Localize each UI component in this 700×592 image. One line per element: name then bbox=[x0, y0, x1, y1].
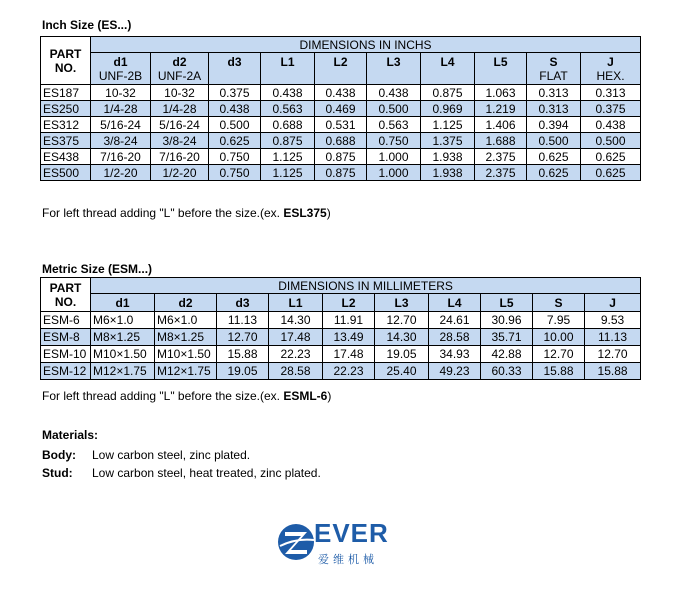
value-cell: 35.71 bbox=[481, 329, 533, 346]
inch-col-sub bbox=[367, 69, 420, 83]
value-cell: 1.125 bbox=[261, 149, 315, 165]
inch-col-header-l5 bbox=[475, 53, 527, 85]
materials-section bbox=[42, 428, 321, 482]
value-cell: 0.875 bbox=[315, 149, 367, 165]
value-cell: 10.00 bbox=[533, 329, 585, 346]
table-row bbox=[41, 312, 641, 329]
value-cell: 7/16-20 bbox=[91, 149, 151, 165]
value-cell: 0.688 bbox=[315, 133, 367, 149]
value-cell: 0.625 bbox=[209, 133, 261, 149]
part-number-cell: ESM-6 bbox=[41, 312, 91, 329]
part-number-cell: ES375 bbox=[41, 133, 91, 149]
inch-col-header-s bbox=[527, 53, 581, 85]
value-cell: 15.88 bbox=[217, 346, 269, 363]
value-cell: 0.625 bbox=[527, 149, 581, 165]
metric-col-header-l5 bbox=[481, 294, 533, 312]
table-row bbox=[41, 165, 641, 181]
value-cell: 5/16-24 bbox=[151, 117, 209, 133]
inch-col-sub: UNF-2B bbox=[98, 68, 143, 83]
value-cell: 0.625 bbox=[527, 165, 581, 181]
inch-col-sub: HEX. bbox=[596, 68, 625, 83]
inch-col-header-d1 bbox=[91, 53, 151, 85]
value-cell: 13.49 bbox=[323, 329, 375, 346]
value-cell: 0.500 bbox=[527, 133, 581, 149]
metric-col-name: S bbox=[554, 295, 563, 310]
value-cell: 0.438 bbox=[209, 101, 261, 117]
value-cell: M10×1.50 bbox=[155, 346, 217, 363]
value-cell: 1.219 bbox=[475, 101, 527, 117]
value-cell: 0.750 bbox=[367, 133, 421, 149]
value-cell: 0.500 bbox=[581, 133, 641, 149]
value-cell: 0.438 bbox=[367, 85, 421, 101]
value-cell: M6×1.0 bbox=[155, 312, 217, 329]
inch-col-sub bbox=[475, 69, 526, 83]
inch-col-name: d2 bbox=[172, 54, 187, 69]
value-cell: 12.70 bbox=[217, 329, 269, 346]
value-cell: 0.313 bbox=[527, 85, 581, 101]
value-cell: 0.625 bbox=[581, 165, 641, 181]
part-number-cell: ESM-12 bbox=[41, 363, 91, 380]
value-cell: 1.938 bbox=[421, 165, 475, 181]
inch-col-header-d3 bbox=[209, 53, 261, 85]
value-cell: M6×1.0 bbox=[91, 312, 155, 329]
inch-col-name: L3 bbox=[386, 54, 401, 69]
metric-col-header-d2 bbox=[155, 294, 217, 312]
materials-body-value: Low carbon steel, zinc plated. bbox=[92, 448, 251, 462]
inch-col-sub bbox=[421, 69, 474, 83]
part-number-cell: ES500 bbox=[41, 165, 91, 181]
inch-col-header-j bbox=[581, 53, 641, 85]
inch-col-header-d2 bbox=[151, 53, 209, 85]
part-number-cell: ESM-10 bbox=[41, 346, 91, 363]
value-cell: 15.88 bbox=[533, 363, 585, 380]
value-cell: 12.70 bbox=[533, 346, 585, 363]
value-cell: M12×1.75 bbox=[155, 363, 217, 380]
materials-body-row bbox=[42, 446, 321, 464]
inch-col-name: L5 bbox=[493, 54, 508, 69]
metric-col-header-s bbox=[533, 294, 585, 312]
part-number-cell: ES312 bbox=[41, 117, 91, 133]
value-cell: 14.30 bbox=[375, 329, 429, 346]
value-cell: 0.313 bbox=[527, 101, 581, 117]
value-cell: 1.688 bbox=[475, 133, 527, 149]
table-row bbox=[41, 346, 641, 363]
value-cell: 9.53 bbox=[585, 312, 641, 329]
value-cell: 0.500 bbox=[367, 101, 421, 117]
value-cell: 15.88 bbox=[585, 363, 641, 380]
value-cell: 7/16-20 bbox=[151, 149, 209, 165]
inch-col-name: L1 bbox=[280, 54, 295, 69]
metric-column-headers bbox=[41, 294, 641, 312]
table-row bbox=[41, 329, 641, 346]
inch-col-sub bbox=[209, 69, 260, 83]
metric-col-header-l4 bbox=[429, 294, 481, 312]
metric-part-no-header: PART NO. bbox=[41, 278, 91, 312]
value-cell: 2.375 bbox=[475, 165, 527, 181]
value-cell: 0.563 bbox=[367, 117, 421, 133]
value-cell: 25.40 bbox=[375, 363, 429, 380]
value-cell: 19.05 bbox=[375, 346, 429, 363]
metric-dimensions-header: DIMENSIONS IN MILLIMETERS bbox=[91, 278, 641, 294]
value-cell: 19.05 bbox=[217, 363, 269, 380]
value-cell: 3/8-24 bbox=[91, 133, 151, 149]
value-cell: 1.125 bbox=[421, 117, 475, 133]
materials-heading: Materials: bbox=[42, 428, 99, 442]
dimensions-header: DIMENSIONS IN INCHS bbox=[91, 37, 641, 53]
inch-section-title: Inch Size (ES...) bbox=[42, 18, 132, 32]
value-cell: 1/2-20 bbox=[151, 165, 209, 181]
inch-col-name: d1 bbox=[113, 54, 128, 69]
value-cell: 0.375 bbox=[209, 85, 261, 101]
value-cell: M8×1.25 bbox=[155, 329, 217, 346]
inch-col-header-l3 bbox=[367, 53, 421, 85]
table-row bbox=[41, 133, 641, 149]
inch-col-sub bbox=[315, 69, 366, 83]
value-cell: 0.375 bbox=[581, 101, 641, 117]
value-cell: 30.96 bbox=[481, 312, 533, 329]
value-cell: 28.58 bbox=[269, 363, 323, 380]
value-cell: 7.95 bbox=[533, 312, 585, 329]
value-cell: 14.30 bbox=[269, 312, 323, 329]
metric-col-name: d1 bbox=[115, 295, 130, 310]
value-cell: M12×1.75 bbox=[91, 363, 155, 380]
value-cell: 1.063 bbox=[475, 85, 527, 101]
value-cell: 0.469 bbox=[315, 101, 367, 117]
metric-col-header-j bbox=[585, 294, 641, 312]
metric-col-header-d1 bbox=[91, 294, 155, 312]
inch-col-sub: UNF-2A bbox=[157, 68, 202, 83]
metric-col-name: d2 bbox=[178, 295, 193, 310]
part-number-cell: ES438 bbox=[41, 149, 91, 165]
value-cell: 3/8-24 bbox=[151, 133, 209, 149]
value-cell: 42.88 bbox=[481, 346, 533, 363]
value-cell: 0.875 bbox=[315, 165, 367, 181]
value-cell: 10-32 bbox=[91, 85, 151, 101]
inch-col-sub bbox=[261, 69, 314, 83]
value-cell: 17.48 bbox=[323, 346, 375, 363]
value-cell: 0.438 bbox=[261, 85, 315, 101]
value-cell: 5/16-24 bbox=[91, 117, 151, 133]
value-cell: 11.91 bbox=[323, 312, 375, 329]
metric-col-name: J bbox=[609, 295, 616, 310]
inch-dimensions-table bbox=[40, 36, 641, 181]
metric-col-header-l2 bbox=[323, 294, 375, 312]
metric-dimensions-table bbox=[40, 277, 641, 380]
metric-col-name: L1 bbox=[288, 295, 303, 310]
inch-col-name: d3 bbox=[227, 54, 242, 69]
inch-col-name: L4 bbox=[440, 54, 455, 69]
value-cell: 11.13 bbox=[585, 329, 641, 346]
logo-chinese-name: 爱维机械 bbox=[318, 553, 378, 566]
value-cell: 0.500 bbox=[209, 117, 261, 133]
metric-col-name: L4 bbox=[447, 295, 462, 310]
value-cell: 34.93 bbox=[429, 346, 481, 363]
table-row bbox=[41, 117, 641, 133]
value-cell: 60.33 bbox=[481, 363, 533, 380]
materials-stud-value: Low carbon steel, heat treated, zinc plated. bbox=[92, 466, 321, 480]
table-row bbox=[41, 101, 641, 117]
value-cell: 24.61 bbox=[429, 312, 481, 329]
value-cell: 1.000 bbox=[367, 149, 421, 165]
part-number-cell: ES250 bbox=[41, 101, 91, 117]
value-cell: 0.313 bbox=[581, 85, 641, 101]
value-cell: 1/4-28 bbox=[151, 101, 209, 117]
metric-table-body bbox=[41, 312, 641, 380]
metric-col-header-l1 bbox=[269, 294, 323, 312]
value-cell: 1.938 bbox=[421, 149, 475, 165]
value-cell: 17.48 bbox=[269, 329, 323, 346]
materials-body-label: Body: bbox=[42, 448, 76, 462]
metric-col-name: L3 bbox=[394, 295, 409, 310]
inch-col-name: S bbox=[549, 54, 558, 69]
inch-col-sub: FLAT bbox=[539, 68, 568, 83]
value-cell: 0.563 bbox=[261, 101, 315, 117]
materials-stud-label: Stud: bbox=[42, 466, 73, 480]
part-number-cell: ESM-8 bbox=[41, 329, 91, 346]
inch-column-headers bbox=[41, 53, 641, 85]
value-cell: 28.58 bbox=[429, 329, 481, 346]
inch-table-body bbox=[41, 85, 641, 181]
value-cell: 10-32 bbox=[151, 85, 209, 101]
value-cell: 2.375 bbox=[475, 149, 527, 165]
value-cell: 22.23 bbox=[269, 346, 323, 363]
value-cell: 0.750 bbox=[209, 165, 261, 181]
value-cell: 0.438 bbox=[315, 85, 367, 101]
value-cell: 0.688 bbox=[261, 117, 315, 133]
value-cell: M8×1.25 bbox=[91, 329, 155, 346]
value-cell: M10×1.50 bbox=[91, 346, 155, 363]
inch-col-header-l2 bbox=[315, 53, 367, 85]
part-number-cell: ES187 bbox=[41, 85, 91, 101]
value-cell: 1.125 bbox=[261, 165, 315, 181]
metric-col-name: L2 bbox=[341, 295, 356, 310]
value-cell: 12.70 bbox=[375, 312, 429, 329]
inch-col-name: J bbox=[607, 54, 614, 69]
value-cell: 0.969 bbox=[421, 101, 475, 117]
value-cell: 0.875 bbox=[261, 133, 315, 149]
value-cell: 0.750 bbox=[209, 149, 261, 165]
value-cell: 0.394 bbox=[527, 117, 581, 133]
metric-left-thread-note: For left thread adding "L" before the size.(ex. ESML-6) bbox=[42, 389, 332, 403]
value-cell: 22.23 bbox=[323, 363, 375, 380]
value-cell: 1.000 bbox=[367, 165, 421, 181]
value-cell: 1.406 bbox=[475, 117, 527, 133]
value-cell: 0.875 bbox=[421, 85, 475, 101]
value-cell: 1.375 bbox=[421, 133, 475, 149]
metric-col-header-l3 bbox=[375, 294, 429, 312]
metric-col-header-d3 bbox=[217, 294, 269, 312]
value-cell: 1/2-20 bbox=[91, 165, 151, 181]
value-cell: 0.438 bbox=[581, 117, 641, 133]
value-cell: 1/4-28 bbox=[91, 101, 151, 117]
inch-col-header-l4 bbox=[421, 53, 475, 85]
value-cell: 0.625 bbox=[581, 149, 641, 165]
metric-col-name: d3 bbox=[235, 295, 250, 310]
metric-col-name: L5 bbox=[499, 295, 514, 310]
value-cell: 0.531 bbox=[315, 117, 367, 133]
inch-col-name: L2 bbox=[333, 54, 348, 69]
value-cell: 12.70 bbox=[585, 346, 641, 363]
materials-stud-row bbox=[42, 464, 321, 482]
table-row bbox=[41, 363, 641, 380]
value-cell: 49.23 bbox=[429, 363, 481, 380]
value-cell: 11.13 bbox=[217, 312, 269, 329]
metric-section-title: Metric Size (ESM...) bbox=[42, 262, 153, 276]
inch-left-thread-note: For left thread adding "L" before the size.(ex. ESL375) bbox=[42, 206, 331, 220]
inch-col-header-l1 bbox=[261, 53, 315, 85]
table-row bbox=[41, 85, 641, 101]
part-no-header: PART NO. bbox=[41, 37, 91, 85]
logo-wordmark: EVER bbox=[314, 518, 389, 548]
table-row bbox=[41, 149, 641, 165]
